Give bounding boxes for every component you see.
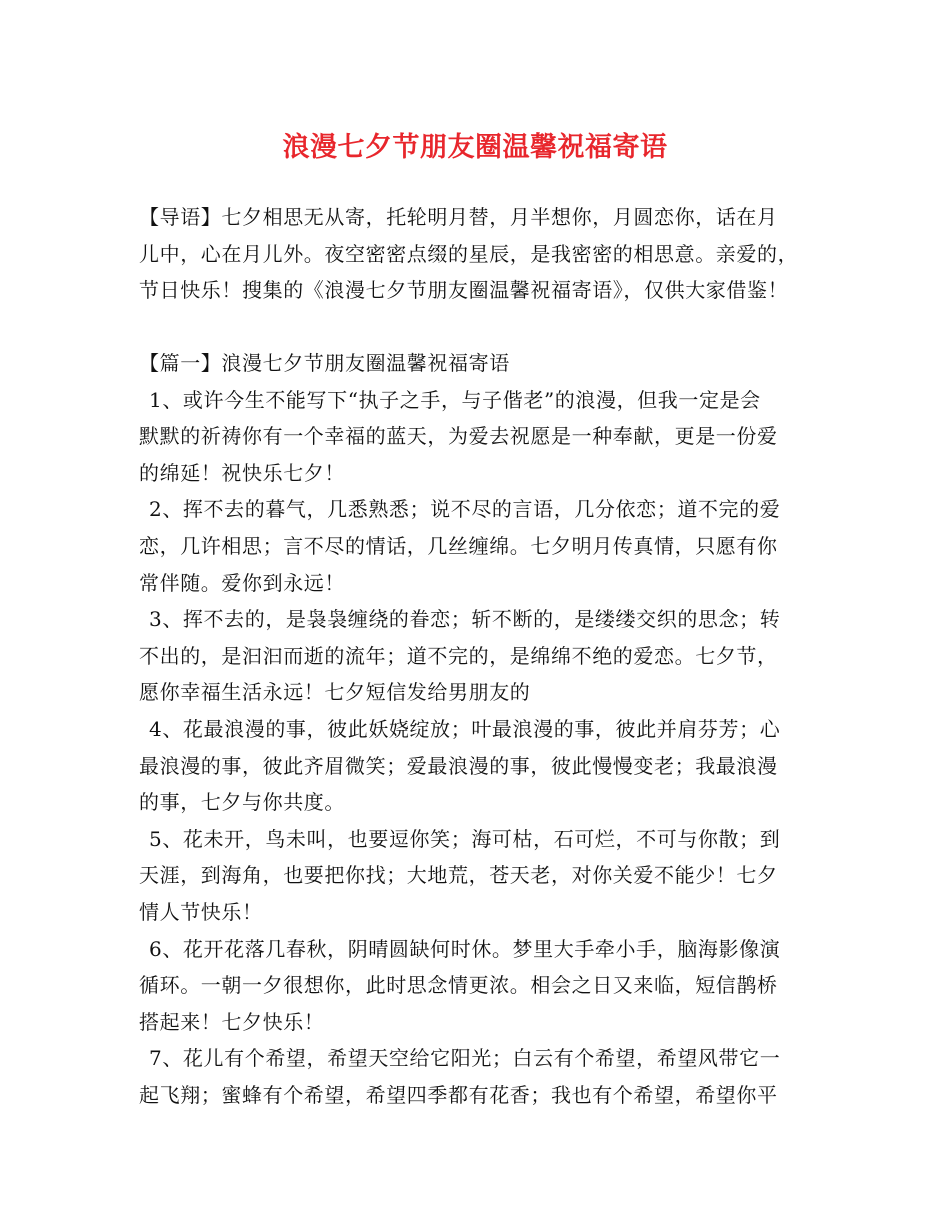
item-1-line: 1、或许今生不能写下“执子之手，与子偕老”的浪漫，但我一定是会	[149, 387, 761, 412]
item-5-line: 5、花未开，鸟未叫，也要逗你笑；海可枯，石可烂，不可与你散；到	[149, 826, 781, 851]
item-2-line: 2、挥不去的暮气，几悉熟悉；说不尽的言语，几分依恋；道不完的爱	[149, 497, 781, 522]
item-1-line: 默默的祈祷你有一个幸福的蓝天，为爱去祝愿是一种奉献，更是一份爱	[139, 424, 778, 449]
item-3-line: 3、挥不去的，是袅袅缠绕的眷恋；斩不断的，是缕缕交织的思念；转	[149, 607, 781, 632]
item-3-line: 愿你幸福生活永远！七夕短信发给男朋友的	[139, 680, 531, 705]
item-4-line: 的事，七夕与你共度。	[139, 790, 345, 815]
item-6-line: 循环。一朝一夕很想你，此时思念情更浓。相会之日又来临，短信鹊桥	[139, 973, 778, 998]
item-3-line: 不出的，是汩汩而逝的流年；道不完的，是绵绵不绝的爱恋。七夕节，	[139, 643, 778, 668]
item-4-line: 最浪漫的事，彼此齐眉微笑；爱最浪漫的事，彼此慢慢变老；我最浪漫	[139, 753, 778, 778]
item-1-line: 的绵延！祝快乐七夕！	[139, 460, 345, 485]
intro-line: 【导语】七夕相思无从寄，托轮明月替，月半想你，月圆恋你，话在月	[139, 205, 778, 229]
item-4-line: 4、花最浪漫的事，彼此妖娆绽放；叶最浪漫的事，彼此并肩芬芳；心	[149, 716, 781, 741]
item-7-line: 7、花儿有个希望，希望天空给它阳光；白云有个希望，希望风带它一	[149, 1046, 781, 1071]
item-6-line: 搭起来！七夕快乐！	[139, 1009, 325, 1034]
intro-line: 节日快乐！搜集的《浪漫七夕节朋友圈温馨祝福寄语》，仅供大家借鉴！	[139, 278, 789, 303]
intro-line: 儿中，心在月儿外。夜空密密点缀的星辰，是我密密的相思意。亲爱的，	[139, 241, 799, 266]
intro-paragraph	[139, 199, 815, 309]
item-2-line: 常伴随。爱你到永远！	[139, 570, 345, 595]
item-2-line: 恋，几许相思；言不尽的情话，几丝缠绵。七夕明月传真情，只愿有你	[139, 533, 778, 558]
item-7-line: 起飞翔；蜜蜂有个希望，希望四季都有花香；我也有个希望，希望你平	[139, 1082, 778, 1107]
item-5-line: 情人节快乐！	[139, 899, 263, 924]
item-5-line: 天涯，到海角，也要把你找；大地荒，苍天老，对你关爱不能少！七夕	[139, 863, 778, 888]
section-heading: 【篇一】浪漫七夕节朋友圈温馨祝福寄语	[139, 351, 510, 375]
section-one	[139, 345, 815, 1113]
item-6-line: 6、花开花落几春秋，阴晴圆缺何时休。梦里大手牵小手，脑海影像演	[149, 936, 781, 961]
document-title: 浪漫七夕节朋友圈温馨祝福寄语	[282, 132, 668, 163]
